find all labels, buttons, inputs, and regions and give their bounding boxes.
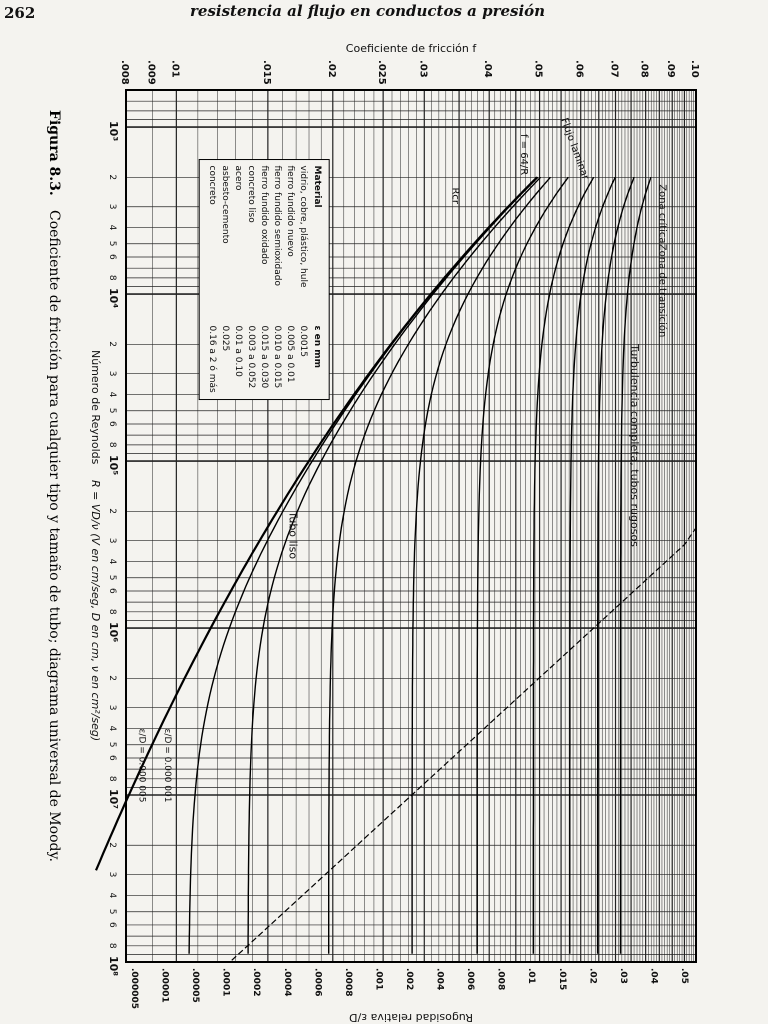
x-minor-tick-label: 2 <box>107 842 117 849</box>
materials-eps-header: ε en mm <box>312 325 323 369</box>
x-minor-tick-label: 3 <box>107 537 117 544</box>
y-tick-label: .025 <box>376 60 388 85</box>
full-turbulence-label: Turbulencia completa, tubos rugosos <box>628 344 642 547</box>
roughness-tick-label: .002 <box>404 968 414 991</box>
laminar-formula-label: f = 64/R <box>517 133 529 176</box>
x-minor-tick-label: 3 <box>107 871 117 878</box>
x-minor-tick-label: 8 <box>107 441 117 448</box>
x-minor-tick-label: 4 <box>107 892 117 899</box>
y-tick-label: .06 <box>573 60 585 78</box>
x-minor-tick-label: 2 <box>107 508 117 515</box>
page-number: 262 <box>4 4 36 22</box>
laminar-zone-label: Flujo laminar <box>558 116 591 182</box>
y-tick-label: .10 <box>689 60 700 78</box>
materials-row-eps: 0.16 a 2 ó más <box>207 325 218 393</box>
x-axis-label: Número de Reynolds <box>89 350 102 465</box>
y-tick-label: .03 <box>417 60 429 78</box>
x-minor-tick-label: 6 <box>107 754 117 761</box>
x-tick-label: 10⁶ <box>107 622 120 643</box>
roughness-tick-label: .0008 <box>342 968 353 997</box>
x-minor-tick-label: 6 <box>107 420 117 427</box>
x-minor-tick-label: 3 <box>107 704 117 711</box>
y-tick-label: .02 <box>325 60 337 78</box>
x-minor-tick-label: 5 <box>107 741 117 748</box>
x-tick-label: 10⁸ <box>107 956 120 977</box>
roughness-tick-label: .0001 <box>220 968 231 997</box>
critical-reynolds-label: Rcr <box>449 187 461 205</box>
x-axis-formula: R = VD/ν (V en cm/seg, D en cm, ν en cm²/seg) <box>89 480 102 742</box>
x-tick-label: 10⁴ <box>107 288 120 309</box>
x-minor-tick-label: 4 <box>107 725 117 732</box>
roughness-tick-label: .000005 <box>129 968 139 1009</box>
running-head: resistencia al flujo en conductos a presión <box>190 2 546 20</box>
figure-number: Figura 8.3. <box>46 110 62 196</box>
roughness-tick-label: .04 <box>648 968 659 984</box>
x-minor-tick-label: 6 <box>107 587 117 594</box>
roughness-tick-label: .00005 <box>190 968 201 1003</box>
y-tick-label: .008 <box>119 60 130 85</box>
materials-row-name: fierro fundido nuevo <box>285 165 296 257</box>
chart-labels <box>89 42 700 1024</box>
materials-header: Material <box>312 165 323 208</box>
x-minor-tick-label: 2 <box>107 174 117 181</box>
materials-row-name: vidrio, cobre, plástico, hule <box>298 165 309 288</box>
x-minor-tick-label: 3 <box>107 370 117 377</box>
roughness-tick-label: .03 <box>617 968 628 984</box>
roughness-tick-label: .006 <box>465 968 476 991</box>
transition-zone-label: Zona de transición <box>656 243 668 338</box>
materials-row-eps: 0.01 a 0.10 <box>233 325 244 377</box>
y-tick-label: .01 <box>169 60 181 78</box>
x-minor-tick-label: 5 <box>107 240 117 247</box>
x-minor-tick-label: 4 <box>107 558 117 565</box>
smooth-end-label-b: ε/D = 0.000 005 <box>136 728 147 803</box>
y-tick-label: .09 <box>665 60 677 78</box>
roughness-tick-label: .05 <box>679 968 689 984</box>
smooth-end-label-a: ε/D = 0.000 001 <box>161 728 172 803</box>
roughness-tick-label: .001 <box>373 968 384 991</box>
materials-row-eps: 0.025 <box>220 325 231 352</box>
roughness-tick-label: .008 <box>495 968 506 991</box>
roughness-tick-label: .01 <box>526 968 537 984</box>
materials-row-name: concreto liso <box>246 165 257 223</box>
y2-axis-label: Rugosidad relativa ε/D <box>349 1011 473 1024</box>
y-tick-label: .015 <box>260 60 272 85</box>
materials-row-name: concreto <box>207 165 218 205</box>
materials-row-eps: 0.003 a 0.052 <box>246 325 257 389</box>
x-minor-tick-label: 8 <box>107 608 117 615</box>
x-minor-tick-label: 2 <box>107 675 117 682</box>
y-tick-label: .08 <box>638 60 650 78</box>
materials-row-eps: 0.010 a 0.015 <box>272 325 283 389</box>
x-tick-label: 10⁷ <box>107 789 120 810</box>
x-tick-label: 10³ <box>107 121 120 142</box>
y-tick-label: .05 <box>532 60 544 78</box>
chart-curves <box>96 177 696 962</box>
y-axis-label: Coeficiente de fricción f <box>345 42 477 55</box>
materials-row-name: fierro fundido semioxidado <box>272 165 283 287</box>
y-tick-label: .07 <box>608 60 620 78</box>
roughness-tick-label: .0004 <box>281 968 292 997</box>
x-minor-tick-label: 8 <box>107 775 117 782</box>
materials-row-eps: 0.0015 <box>298 325 309 358</box>
x-minor-tick-label: 8 <box>107 274 117 281</box>
y-tick-label: .04 <box>482 60 494 78</box>
y-tick-label: .009 <box>145 60 157 85</box>
x-minor-tick-label: 5 <box>107 407 117 414</box>
materials-row-eps: 0.005 a 0.01 <box>285 325 296 383</box>
x-tick-label: 10⁵ <box>107 455 120 476</box>
x-minor-tick-label: 4 <box>107 224 117 231</box>
x-minor-tick-label: 4 <box>107 391 117 398</box>
roughness-tick-label: .0006 <box>312 968 323 997</box>
smooth-pipe-label: Tubo liso <box>286 511 300 560</box>
figure-caption: Coeficiente de fricción para cualquier tipo y tamaño de tubo; diagrama universal de Moody. <box>46 210 62 862</box>
x-minor-tick-label: 6 <box>107 921 117 928</box>
x-minor-tick-label: 5 <box>107 908 117 915</box>
x-minor-tick-label: 6 <box>107 253 117 260</box>
roughness-tick-label: .004 <box>434 968 445 991</box>
x-minor-tick-label: 8 <box>107 942 117 949</box>
materials-row-name: asbesto-cemento <box>220 165 231 244</box>
roughness-tick-label: .00001 <box>159 968 170 1003</box>
roughness-tick-label: .02 <box>587 968 598 984</box>
materials-row-eps: 0.015 a 0.030 <box>259 325 270 389</box>
x-minor-tick-label: 5 <box>107 574 117 581</box>
materials-row-name: acero <box>233 165 244 191</box>
roughness-tick-label: .015 <box>556 968 567 991</box>
critical-zone-label: Zona crítica <box>656 184 668 244</box>
roughness-tick-label: .0002 <box>251 968 262 997</box>
x-minor-tick-label: 3 <box>107 203 117 210</box>
materials-row-name: fierro fundido oxidado <box>259 165 270 265</box>
x-minor-tick-label: 2 <box>107 341 117 348</box>
